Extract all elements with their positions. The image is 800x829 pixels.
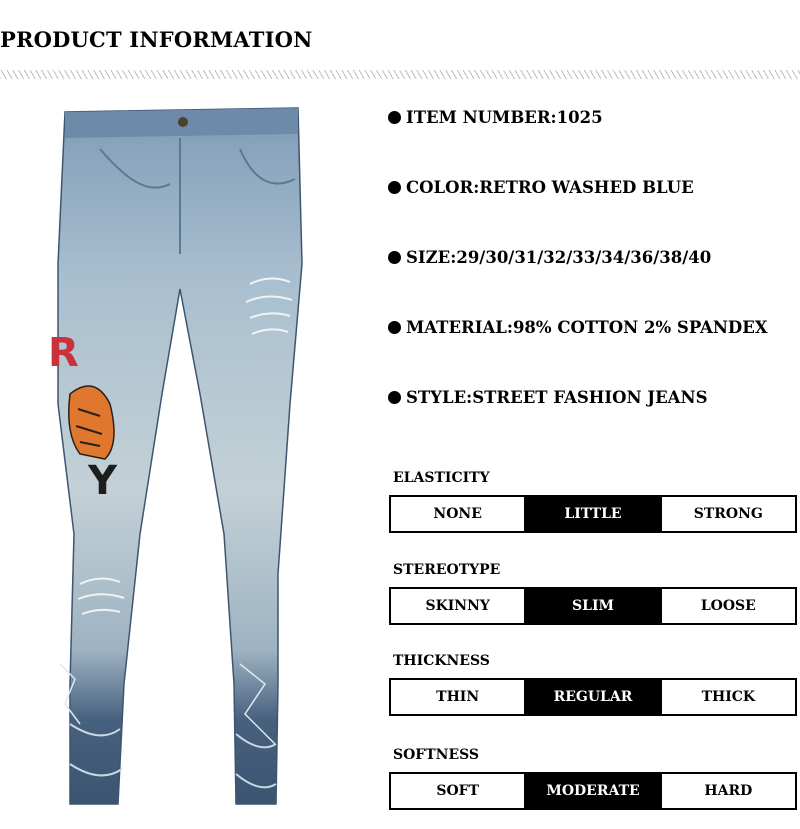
bullet-dot-icon	[388, 391, 401, 404]
info-material	[388, 318, 768, 337]
stereotype-label: STEREOTYPE	[393, 562, 501, 578]
page-title: PRODUCT INFORMATION	[0, 27, 313, 52]
info-size-label: SIZE:29/30/31/32/33/34/36/38/40	[406, 248, 712, 267]
bullet-dot-icon	[388, 181, 401, 194]
info-material-label: MATERIAL:98% COTTON 2% SPANDEX	[406, 318, 768, 337]
info-item-number	[388, 108, 603, 127]
stereotype-scale	[389, 587, 797, 625]
stereotype-option-loose: LOOSE	[662, 589, 795, 623]
thickness-option-regular: REGULAR	[526, 680, 661, 714]
info-color-label: COLOR:RETRO WASHED BLUE	[406, 178, 694, 197]
stereotype-option-slim: SLIM	[526, 589, 661, 623]
softness-scale	[389, 772, 797, 810]
bullet-dot-icon	[388, 321, 401, 334]
softness-option-hard: HARD	[662, 774, 795, 808]
thickness-label: THICKNESS	[393, 653, 490, 669]
info-style-label: STYLE:STREET FASHION JEANS	[406, 388, 708, 407]
softness-option-soft: SOFT	[391, 774, 526, 808]
elasticity-option-strong: STRONG	[662, 497, 795, 531]
info-color	[388, 178, 694, 197]
info-item-number-label: ITEM NUMBER:1025	[406, 108, 603, 127]
elasticity-label: ELASTICITY	[393, 470, 490, 486]
bullet-dot-icon	[388, 251, 401, 264]
thickness-option-thin: THIN	[391, 680, 526, 714]
elasticity-scale	[389, 495, 797, 533]
thickness-scale	[389, 678, 797, 716]
elasticity-option-little: LITTLE	[526, 497, 661, 531]
info-size	[388, 248, 711, 267]
info-style	[388, 388, 707, 407]
thickness-option-thick: THICK	[662, 680, 795, 714]
softness-label: SOFTNESS	[393, 747, 480, 763]
patch-letter-r: R	[48, 330, 79, 376]
softness-option-moderate: MODERATE	[526, 774, 661, 808]
bullet-dot-icon	[388, 111, 401, 124]
hatched-divider	[0, 70, 800, 79]
elasticity-option-none: NONE	[391, 497, 526, 531]
stereotype-option-skinny: SKINNY	[391, 589, 526, 623]
patch-letter-y: Y	[88, 458, 117, 504]
jeans-product-image	[40, 104, 310, 809]
